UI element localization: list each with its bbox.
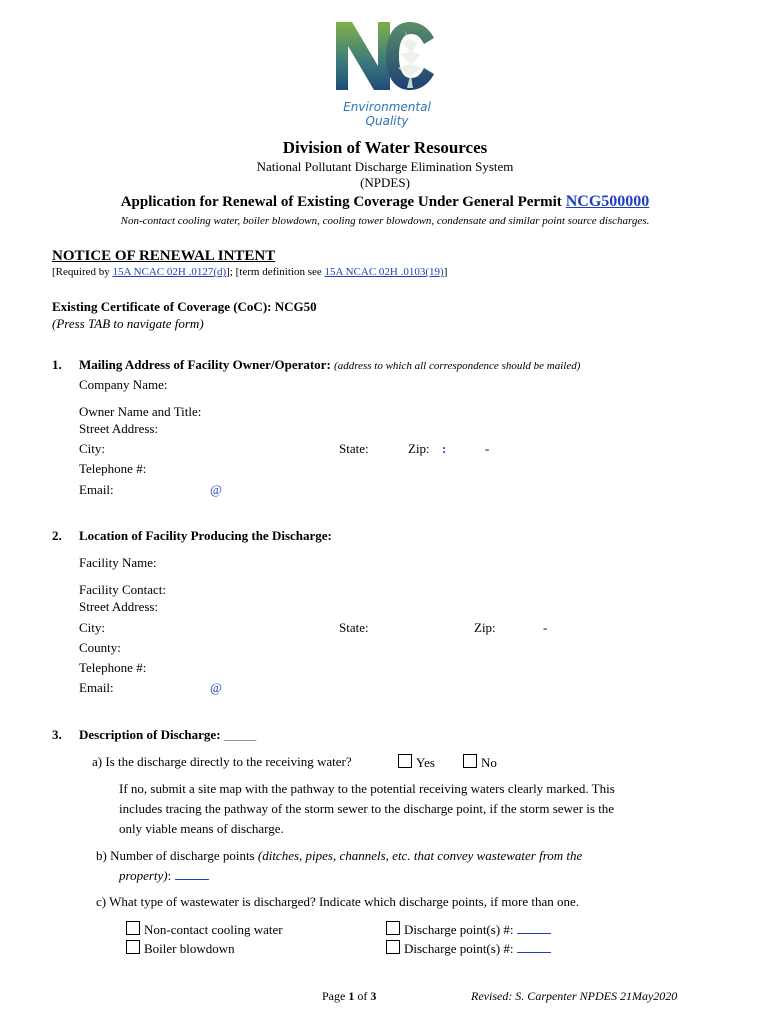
yes-option[interactable]: [398, 754, 435, 771]
non-contact-cooling-checkbox[interactable]: [126, 921, 140, 935]
question-b: [96, 848, 582, 864]
section3-title: Description of Discharge:: [79, 727, 221, 742]
facility-zip-dash: -: [543, 620, 548, 635]
state-label: State:: [339, 441, 369, 456]
application-subtitle: Non-contact cooling water, boiler blowdown, cooling tower blowdown, condensate and similar point source discharges.: [120, 215, 650, 227]
coc-label: Existing Certificate of Coverage (CoC): NCG50: [52, 299, 317, 314]
option-boiler-blowdown[interactable]: [126, 940, 235, 957]
question-b-prefix: b) Number of discharge points: [96, 848, 258, 863]
facility-street-label: Street Address:: [79, 599, 159, 614]
discharge-point-row-2[interactable]: [386, 940, 551, 957]
rule-link-0127[interactable]: 15A NCAC 02H .0127(d): [112, 266, 227, 278]
page-current: 1: [348, 989, 355, 1003]
section2-title: Location of Facility Producing the Discharge:: [79, 528, 332, 543]
question-b-note2: property): [119, 868, 168, 883]
application-title: Application for Renewal of Existing Coverage Under General Permit: [120, 194, 562, 210]
section1-number: 1.: [52, 357, 62, 372]
email-label: Email:: [79, 482, 114, 497]
yes-checkbox[interactable]: [398, 754, 412, 768]
discharge-point-1-label: Discharge point(s) #:: [404, 922, 514, 937]
facility-name-label: Facility Name:: [79, 555, 157, 570]
section1-title: Mailing Address of Facility Owner/Operator:: [79, 357, 331, 372]
street-address-label: Street Address:: [79, 421, 159, 436]
facility-city-label: City:: [79, 620, 106, 635]
tab-hint: (Press TAB to navigate form): [52, 316, 204, 331]
facility-email-field[interactable]: @: [210, 680, 222, 695]
npdes-abbr: (NPDES): [360, 175, 410, 190]
city-label: City:: [79, 441, 106, 456]
section1-note: (address to which all correspondence should be mailed): [334, 360, 581, 372]
yes-label: Yes: [416, 755, 435, 770]
question-b-line2: [119, 867, 209, 884]
rule-link-0103[interactable]: 15A NCAC 02H .0103(19): [324, 266, 444, 278]
if-no-line1: If no, submit a site map with the pathway to the potential receiving waters clearly marked. This: [119, 781, 615, 796]
company-name-label: Company Name:: [79, 377, 168, 392]
req-suffix: ]: [443, 266, 448, 278]
facility-email-label: Email:: [79, 680, 114, 695]
facility-zip-label: Zip:: [474, 620, 496, 635]
application-title-line: [0, 193, 770, 211]
npdes-system: National Pollutant Discharge Elimination System: [256, 159, 514, 174]
facility-state-label: State:: [339, 620, 369, 635]
boiler-blowdown-checkbox[interactable]: [126, 940, 140, 954]
page-of: of: [354, 989, 371, 1003]
facility-contact-label: Facility Contact:: [79, 582, 167, 597]
zip-label: Zip:: [408, 441, 430, 456]
discharge-point-1-field[interactable]: [517, 921, 551, 934]
discharge-point-2-checkbox[interactable]: [386, 940, 400, 954]
notice-requirement: [52, 266, 447, 278]
discharge-description-field[interactable]: _____: [223, 727, 257, 742]
boiler-blowdown-label: Boiler blowdown: [144, 941, 235, 956]
discharge-point-2-label: Discharge point(s) #:: [404, 941, 514, 956]
county-label: County:: [79, 640, 121, 655]
non-contact-cooling-label: Non-contact cooling water: [144, 922, 283, 937]
no-checkbox[interactable]: [463, 754, 477, 768]
discharge-point-2-field[interactable]: [517, 940, 551, 953]
zip-field[interactable]: :: [442, 441, 447, 456]
owner-name-label: Owner Name and Title:: [79, 404, 202, 419]
question-b-note: (ditches, pipes, channels, etc. that convey wastewater from the: [257, 848, 583, 863]
option-non-contact-cooling[interactable]: [126, 921, 283, 938]
revision-note: Revised: S. Carpenter NPDES 21May2020: [471, 989, 678, 1003]
permit-number: NCG500000: [565, 193, 650, 210]
req-prefix: [Required by: [52, 266, 113, 278]
discharge-point-1-checkbox[interactable]: [386, 921, 400, 935]
section3-number: 3.: [52, 727, 62, 742]
section1-heading: [79, 357, 580, 373]
email-field[interactable]: @: [210, 482, 222, 497]
logo-subtitle-quality: Quality: [365, 114, 409, 128]
discharge-points-count-field[interactable]: [175, 867, 209, 880]
logo-subtitle-environmental: Environmental: [343, 100, 431, 114]
page-total: 3: [370, 989, 377, 1003]
division-title: Division of Water Resources: [282, 138, 488, 157]
telephone-label: Telephone #:: [79, 461, 147, 476]
question-b-colon: :: [167, 868, 172, 883]
no-label: No: [481, 755, 497, 770]
facility-telephone-label: Telephone #:: [79, 660, 147, 675]
section3-heading: [79, 727, 256, 743]
req-mid: ]; [term definition see: [226, 266, 325, 278]
question-a: a) Is the discharge directly to the receiving water?: [92, 754, 352, 769]
zip-dash: -: [485, 441, 490, 456]
nc-deq-logo: [330, 18, 440, 130]
page-indicator: [322, 989, 376, 1004]
if-no-line3: only viable means of discharge.: [119, 821, 284, 836]
if-no-line2: includes tracing the pathway of the storm sewer to the discharge point, if the storm sewer is the: [119, 801, 615, 816]
no-option[interactable]: [463, 754, 497, 771]
question-c: c) What type of wastewater is discharged? Indicate which discharge points, if more than one.: [96, 894, 580, 909]
section2-number: 2.: [52, 528, 62, 543]
notice-heading: NOTICE OF RENEWAL INTENT: [52, 248, 276, 264]
discharge-point-row-1[interactable]: [386, 921, 551, 938]
page-prefix: Page: [322, 989, 349, 1003]
